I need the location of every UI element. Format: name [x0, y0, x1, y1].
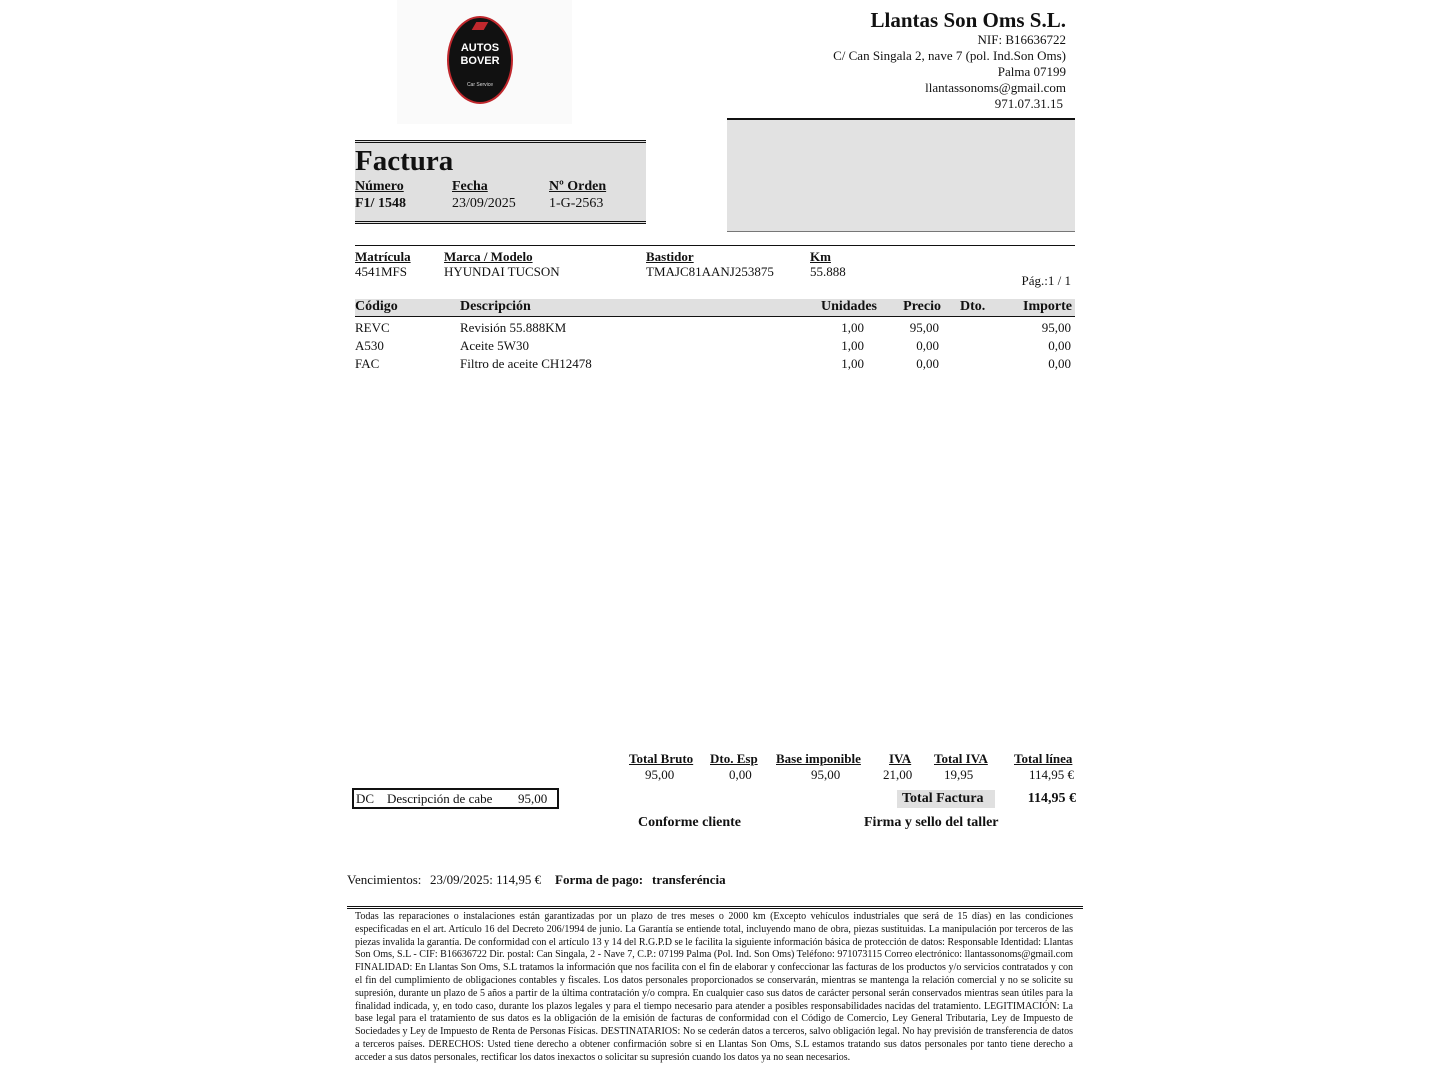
forma-pago-label: Forma de pago: [555, 872, 644, 887]
company-phone: 971.07.31.15 [994, 96, 1063, 111]
company-nif: NIF: B16636722 [977, 32, 1066, 47]
firma-taller: Firma y sello del taller [864, 815, 999, 830]
col-descripcion: Descripción [460, 299, 531, 314]
total-linea-label: Total línea [1014, 751, 1073, 766]
iva-label: IVA [889, 751, 912, 766]
numero-label: Número [355, 179, 404, 194]
company-city: Palma 07199 [997, 64, 1066, 79]
conforme-cliente: Conforme cliente [638, 815, 742, 830]
client-address-box [727, 118, 1075, 232]
company-email: llantassonoms@gmail.com [925, 80, 1066, 95]
dc-amount: 95,00 [518, 791, 548, 806]
row-code: A530 [355, 338, 384, 353]
total-bruto: 95,00 [645, 767, 675, 782]
col-dto: Dto. [960, 299, 986, 314]
legal-text: Todas las reparaciones o instalaciones están garantizadas por un plazo de tres meses o 2000 km (Excepto vehículos industriales que será de 15 días) en las condiciones especificadas en el art. Artículo 16 del Decreto 206/1994 de junio. La Garantía se entiende total, incluyendo mano de obra, piezas sustituidas. La manipulación por terceros de las piezas invalida la garantía. De conformidad con el artículo 13 y 14 del R.G.P.D se le facilita la siguiente información básica de protección de datos: Responsable Identidad: Llantas Son Oms, S.L - CIF: B16636722 Dir. postal: Can Singala, 2 - Nave 7, C.P.: 07199 Palma (Pol. Ind. Son Oms) Teléfono: 971073115 Correo electrónico: llantassonoms@gmail.com FINALIDAD: En Llantas Son Oms, S.L tratamos la información que nos facilita con el fin de elaborar y confeccionar las facturas de los productos y/o servicios contratados y con el fin del cumplimiento de obligaciones contables y fiscales. Los datos personales proporcionados se conservarán, mientras se mantenga la relación comercial y no se solicite su supresión, durante un plazo de 5 años a partir de la última contratación y/o compra. En cualquier caso sus datos de carácter personal serán conservados mientras sean útiles para la finalidad indicada, y, en todo caso, durante los plazos legales y para el tiempo necesario para atender a posibles responsabilidades nacidas del tratamiento. LEGITIMACIÓN: La base legal para el tratamiento de sus datos es la obligación de la emisión de facturas de conformidad con el Código de Comercio, Ley General Tributaria, Ley de Impuesto de Sociedades y Ley de Impuesto de Renta de Personas Físicas. DESTINATARIOS: No se cederán datos a terceros, salvo obligación legal. No hay previsión de transferencia de datos a terceros países. DERECHOS: Usted tiene derecho a obtener confirmación sobre si en Llantas Son Oms, S.L estamos tratando sus datos personales por tanto tiene derecho a acceder a sus datos personales, rectificar los datos inexactos o solicitar su supresión cuando los datos ya no sean necesarios. [355, 911, 1073, 1063]
vehicle-vin: TMAJC81AANJ253875 [646, 264, 774, 279]
vehicle-plate: 4541MFS [355, 264, 408, 279]
logo-text: AUTOS BOVER [460, 42, 500, 67]
vehicle-km: 55.888 [810, 264, 846, 279]
row-desc: Aceite 5W30 [460, 338, 529, 353]
bastidor-label: Bastidor [646, 249, 694, 264]
row-code: FAC [355, 356, 380, 371]
total-bruto-label: Total Bruto [629, 751, 694, 766]
dc-desc: Descripción de cabe [387, 791, 493, 806]
fecha-label: Fecha [452, 179, 488, 194]
legal-divider [347, 906, 1083, 909]
vencimientos: 23/09/2025: 114,95 € [430, 872, 542, 887]
invoice-title: Factura [355, 145, 454, 177]
orden-label: Nº Orden [549, 179, 607, 194]
row-price: 0,00 [916, 356, 939, 371]
col-unidades: Unidades [820, 299, 877, 314]
vencimientos-label: Vencimientos: [347, 872, 422, 887]
row-desc: Filtro de aceite CH12478 [460, 356, 592, 371]
km-label: Km [810, 249, 831, 264]
total-iva-label: Total IVA [934, 751, 988, 766]
row-amount: 95,00 [1041, 320, 1071, 335]
invoice-date: 23/09/2025 [452, 196, 516, 211]
divider [355, 245, 1075, 246]
total-linea: 114,95 € [1028, 767, 1074, 782]
dto-esp: 0,00 [729, 767, 752, 782]
forma-pago: transferéncia [652, 872, 726, 887]
col-codigo: Código [355, 299, 398, 314]
total-factura-label: Total Factura [902, 791, 984, 806]
matricula-label: Matrícula [355, 249, 411, 264]
invoice-number: F1/ 1548 [355, 196, 406, 211]
row-price: 0,00 [916, 338, 939, 353]
base-label: Base imponible [776, 751, 861, 766]
company-name: Llantas Son Oms S.L. [870, 8, 1066, 32]
row-amount: 0,00 [1048, 338, 1071, 353]
total-iva: 19,95 [944, 767, 974, 782]
row-units: 1,00 [841, 356, 864, 371]
row-desc: Revisión 55.888KM [460, 320, 567, 335]
dto-esp-label: Dto. Esp [710, 751, 758, 766]
row-code: REVC [355, 320, 390, 335]
col-precio: Precio [903, 299, 941, 314]
logo-tagline: Car Service [466, 82, 494, 88]
row-units: 1,00 [841, 320, 864, 335]
dc-code: DC [356, 791, 375, 806]
vehicle-model: HYUNDAI TUCSON [444, 264, 560, 279]
iva-rate: 21,00 [883, 767, 913, 782]
row-amount: 0,00 [1048, 356, 1071, 371]
row-units: 1,00 [841, 338, 864, 353]
total-factura: 114,95 € [1027, 791, 1076, 806]
row-price: 95,00 [909, 320, 939, 335]
page-number: Pág.:1 / 1 [1021, 273, 1071, 288]
marca-label: Marca / Modelo [444, 249, 533, 264]
col-importe: Importe [1023, 299, 1072, 314]
invoice-order: 1-G-2563 [549, 196, 604, 211]
company-address: C/ Can Singala 2, nave 7 (pol. Ind.Son Oms) [833, 48, 1066, 63]
base-imponible: 95,00 [811, 767, 841, 782]
